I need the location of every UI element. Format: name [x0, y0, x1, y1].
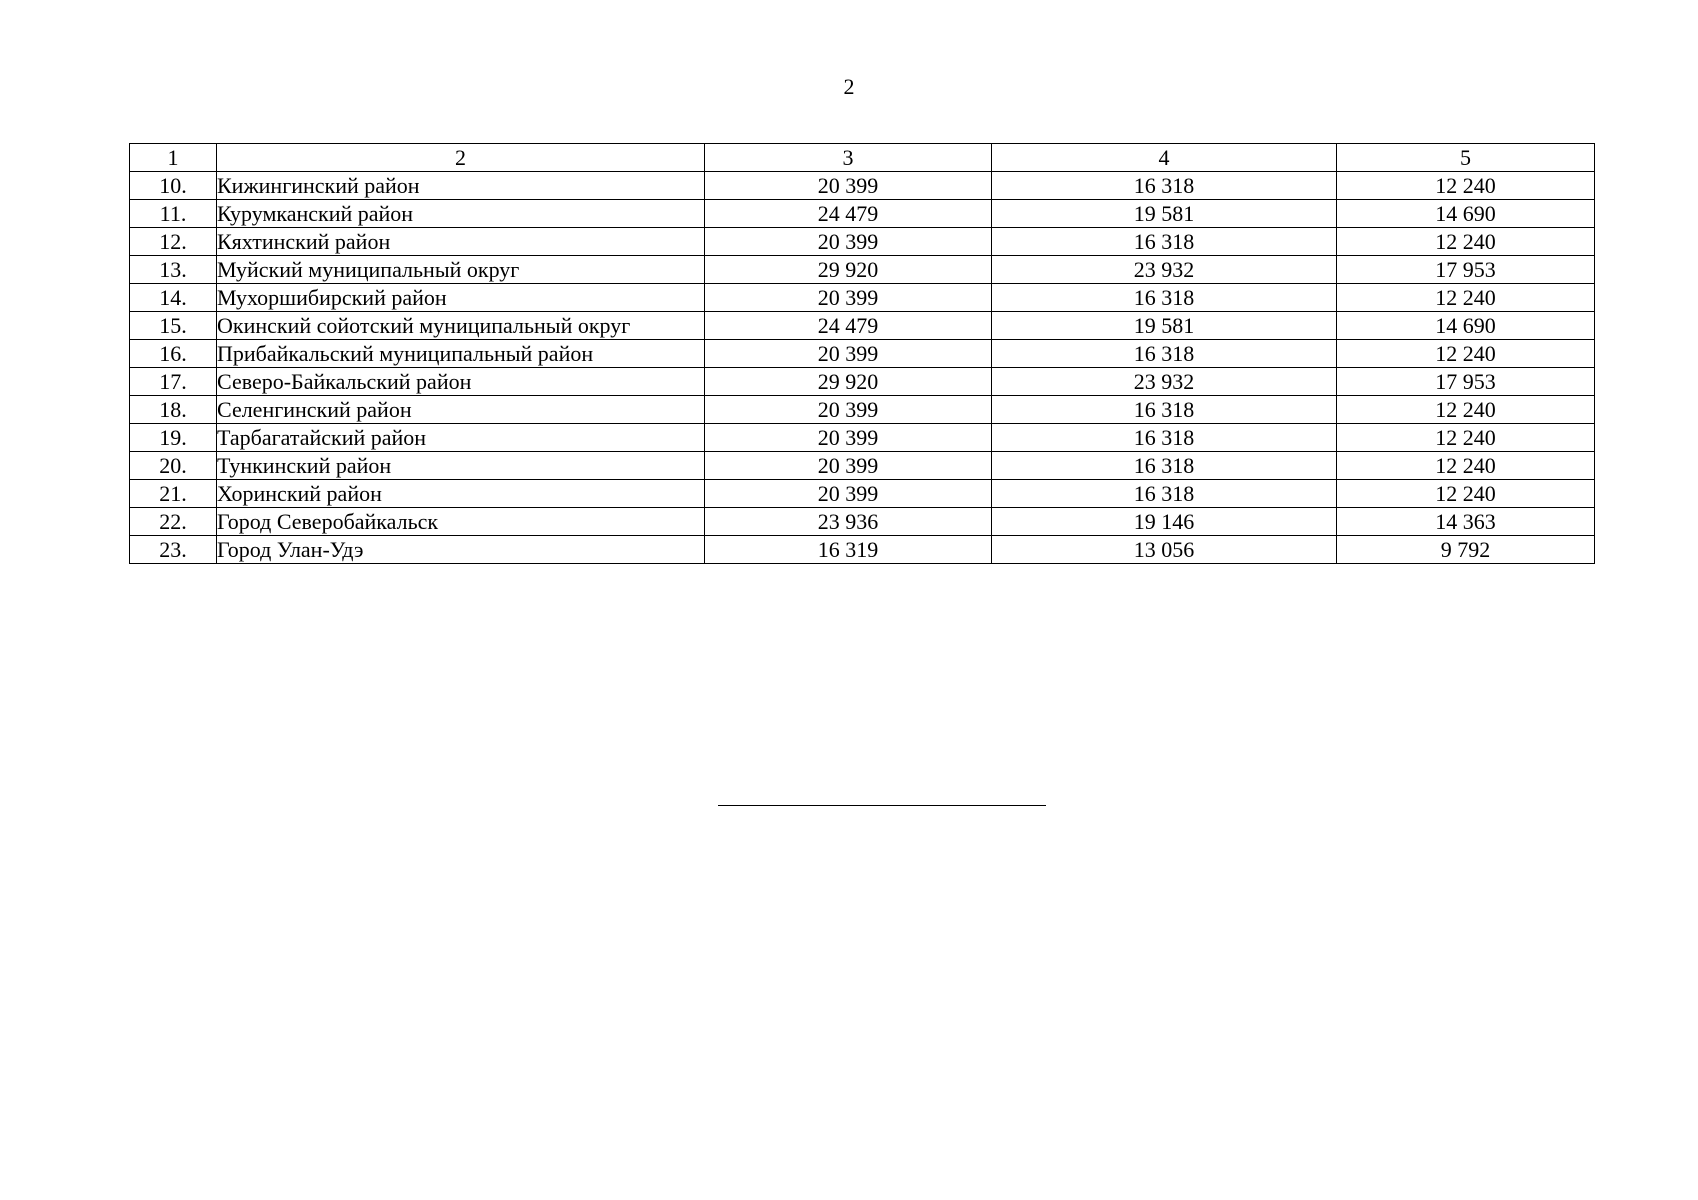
- row-value-col4: 16 318: [992, 284, 1337, 312]
- row-district-name: Курумканский район: [217, 200, 705, 228]
- row-value-col3: 20 399: [705, 172, 992, 200]
- table-row: [130, 368, 1595, 396]
- table-row: [130, 340, 1595, 368]
- row-value-col4: 19 581: [992, 200, 1337, 228]
- row-value-col4: 16 318: [992, 396, 1337, 424]
- row-district-name: Город Улан-Удэ: [217, 536, 705, 564]
- header-cell-1: 1: [130, 144, 217, 172]
- row-value-col4: 16 318: [992, 480, 1337, 508]
- row-district-name: Хоринский район: [217, 480, 705, 508]
- row-district-name: Селенгинский район: [217, 396, 705, 424]
- footer-separator-line: [718, 805, 1046, 806]
- row-district-name: Мухоршибирский район: [217, 284, 705, 312]
- row-number: 21.: [130, 480, 217, 508]
- row-value-col3: 24 479: [705, 312, 992, 340]
- row-value-col5: 17 953: [1337, 256, 1595, 284]
- row-value-col3: 20 399: [705, 396, 992, 424]
- row-value-col3: 23 936: [705, 508, 992, 536]
- table-row: [130, 396, 1595, 424]
- header-cell-3: 3: [705, 144, 992, 172]
- table-row: [130, 424, 1595, 452]
- row-district-name: Тарбагатайский район: [217, 424, 705, 452]
- row-value-col3: 24 479: [705, 200, 992, 228]
- row-district-name: Кяхтинский район: [217, 228, 705, 256]
- table-row: [130, 172, 1595, 200]
- row-number: 10.: [130, 172, 217, 200]
- row-value-col3: 16 319: [705, 536, 992, 564]
- row-value-col5: 14 363: [1337, 508, 1595, 536]
- row-value-col4: 16 318: [992, 340, 1337, 368]
- header-cell-4: 4: [992, 144, 1337, 172]
- row-value-col5: 9 792: [1337, 536, 1595, 564]
- header-cell-5: 5: [1337, 144, 1595, 172]
- row-value-col3: 29 920: [705, 368, 992, 396]
- row-district-name: Город Северобайкальск: [217, 508, 705, 536]
- row-district-name: Тункинский район: [217, 452, 705, 480]
- row-value-col4: 19 581: [992, 312, 1337, 340]
- row-value-col5: 12 240: [1337, 424, 1595, 452]
- row-number: 11.: [130, 200, 217, 228]
- row-value-col4: 19 146: [992, 508, 1337, 536]
- row-value-col3: 20 399: [705, 228, 992, 256]
- data-table: [129, 143, 1595, 564]
- row-value-col5: 12 240: [1337, 480, 1595, 508]
- row-value-col3: 20 399: [705, 424, 992, 452]
- row-number: 19.: [130, 424, 217, 452]
- table-row: [130, 200, 1595, 228]
- page-number: 2: [843, 74, 855, 99]
- table-row: [130, 284, 1595, 312]
- table-row: [130, 452, 1595, 480]
- row-value-col4: 13 056: [992, 536, 1337, 564]
- row-value-col5: 12 240: [1337, 396, 1595, 424]
- row-number: 17.: [130, 368, 217, 396]
- table-row: [130, 536, 1595, 564]
- row-value-col4: 16 318: [992, 452, 1337, 480]
- row-number: 18.: [130, 396, 217, 424]
- row-number: 15.: [130, 312, 217, 340]
- row-value-col4: 23 932: [992, 256, 1337, 284]
- row-number: 14.: [130, 284, 217, 312]
- row-value-col4: 23 932: [992, 368, 1337, 396]
- row-number: 20.: [130, 452, 217, 480]
- row-district-name: Северо-Байкальский район: [217, 368, 705, 396]
- row-district-name: Прибайкальский муниципальный район: [217, 340, 705, 368]
- row-value-col3: 29 920: [705, 256, 992, 284]
- table-row: [130, 256, 1595, 284]
- row-number: 16.: [130, 340, 217, 368]
- row-number: 12.: [130, 228, 217, 256]
- row-value-col4: 16 318: [992, 228, 1337, 256]
- row-number: 13.: [130, 256, 217, 284]
- table-row: [130, 480, 1595, 508]
- row-value-col3: 20 399: [705, 452, 992, 480]
- table-header-row: [130, 144, 1595, 172]
- row-value-col5: 12 240: [1337, 172, 1595, 200]
- row-value-col5: 17 953: [1337, 368, 1595, 396]
- row-value-col5: 12 240: [1337, 452, 1595, 480]
- row-value-col5: 14 690: [1337, 200, 1595, 228]
- row-district-name: Кижингинский район: [217, 172, 705, 200]
- table-row: [130, 508, 1595, 536]
- row-value-col3: 20 399: [705, 284, 992, 312]
- table-body: [130, 144, 1595, 564]
- table-row: [130, 228, 1595, 256]
- row-value-col3: 20 399: [705, 480, 992, 508]
- row-value-col5: 12 240: [1337, 284, 1595, 312]
- row-value-col5: 14 690: [1337, 312, 1595, 340]
- row-value-col5: 12 240: [1337, 340, 1595, 368]
- table-row: [130, 312, 1595, 340]
- header-cell-2: 2: [217, 144, 705, 172]
- row-district-name: Муйский муниципальный округ: [217, 256, 705, 284]
- row-district-name: Окинский сойотский муниципальный округ: [217, 312, 705, 340]
- row-value-col3: 20 399: [705, 340, 992, 368]
- row-value-col4: 16 318: [992, 172, 1337, 200]
- row-number: 22.: [130, 508, 217, 536]
- row-value-col5: 12 240: [1337, 228, 1595, 256]
- row-value-col4: 16 318: [992, 424, 1337, 452]
- row-number: 23.: [130, 536, 217, 564]
